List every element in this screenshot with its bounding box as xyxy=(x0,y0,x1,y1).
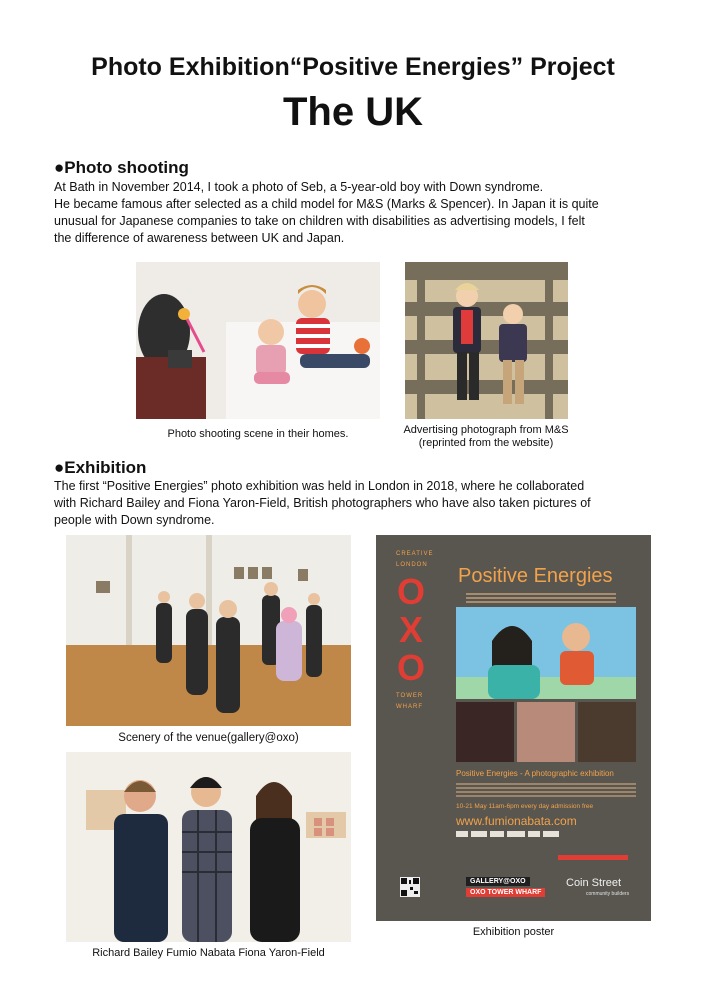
poster-coin-street-sub: community builders xyxy=(586,891,630,897)
qr-code-icon xyxy=(400,877,420,897)
poster-url: www.fumionabata.com xyxy=(456,814,577,828)
paragraph-line: He became famous after selected as a child model for M&S (Marks & Spencer). In Japan it is quite xyxy=(54,197,599,211)
photo-shooting-scene-image xyxy=(136,262,380,419)
poster-tower-label: TOWER xyxy=(396,693,424,699)
poster-coin-street-logo: Coin Street xyxy=(566,877,622,889)
poster-sub-photo xyxy=(456,702,514,762)
caption-venue: Scenery of the venue(gallery@oxo) xyxy=(118,732,299,744)
advertising-photo-drawing xyxy=(405,262,568,419)
poster-tagline: Positive Energies - A photographic exhibition xyxy=(456,769,614,778)
oxo-letter: O xyxy=(396,647,425,688)
page-title: Photo Exhibition“Positive Energies” Project xyxy=(91,53,615,81)
poster-oxo-tower-badge: OXO TOWER WHARF xyxy=(466,888,545,897)
oxo-letter: X xyxy=(398,609,423,650)
poster-sponsor-logos xyxy=(456,831,636,837)
poster-small-text-block xyxy=(466,591,616,605)
poster-main-photo-drawing xyxy=(456,607,636,699)
photographers-group-image xyxy=(66,752,351,942)
photo-shooting-scene-drawing xyxy=(136,262,380,419)
page-subtitle: The UK xyxy=(283,90,423,134)
poster-sub-photo xyxy=(517,702,575,762)
caption-photo-shooting: Photo shooting scene in their homes. xyxy=(167,428,349,440)
paragraph-line: the difference of awareness between UK and Japan. xyxy=(54,231,345,245)
poster-qr-code xyxy=(400,877,420,897)
poster-main-photo xyxy=(456,607,636,699)
exhibition-text xyxy=(54,478,684,529)
paragraph-line: At Bath in November 2014, I took a photo of Seb, a 5-year-old boy with Down syndrome. xyxy=(54,180,544,194)
poster-sub-photo xyxy=(578,702,636,762)
photo-shooting-heading: ●Photo shooting xyxy=(54,158,189,177)
exhibition-poster xyxy=(376,535,651,921)
gallery-venue-drawing xyxy=(66,535,351,726)
photo-shooting-text xyxy=(54,179,684,247)
poster-description-block xyxy=(456,781,636,799)
advertising-photo-image xyxy=(405,262,568,419)
poster-gallery-badge: GALLERY@OXO xyxy=(466,877,530,886)
poster-creative-label: CREATIVE xyxy=(396,551,434,557)
paragraph-line: with Richard Bailey and Fiona Yaron-Field, British photographers who have also taken pictures of xyxy=(54,496,591,510)
poster-wharf-label: WHARF xyxy=(396,704,423,710)
poster-london-label: LONDON xyxy=(396,562,428,568)
exhibition-heading: ●Exhibition xyxy=(54,458,147,477)
paragraph-line: The first “Positive Energies” photo exhibition was held in London in 2018, where he collaborated xyxy=(54,479,585,493)
caption-line: Advertising photograph from M&S xyxy=(403,424,569,436)
photographers-group-drawing xyxy=(66,752,351,942)
poster-red-bar xyxy=(558,855,628,860)
poster-oxo-logo xyxy=(395,573,427,687)
poster-dates: 10-21 May 11am-6pm every day admission free xyxy=(456,803,594,810)
paragraph-line: people with Down syndrome. xyxy=(54,513,215,527)
poster-title: Positive Energies xyxy=(458,565,613,587)
caption-poster: Exhibition poster xyxy=(472,926,555,938)
oxo-letter: O xyxy=(396,571,425,612)
poster-sub-photos xyxy=(456,702,636,762)
caption-photographers: Richard Bailey Fumio Nabata Fiona Yaron-Field xyxy=(92,947,325,959)
caption-advertising xyxy=(386,424,586,450)
caption-line: (reprinted from the website) xyxy=(418,437,554,449)
gallery-venue-image xyxy=(66,535,351,726)
paragraph-line: unusual for Japanese companies to take on children with disabilities as advertising models, I felt xyxy=(54,214,585,228)
